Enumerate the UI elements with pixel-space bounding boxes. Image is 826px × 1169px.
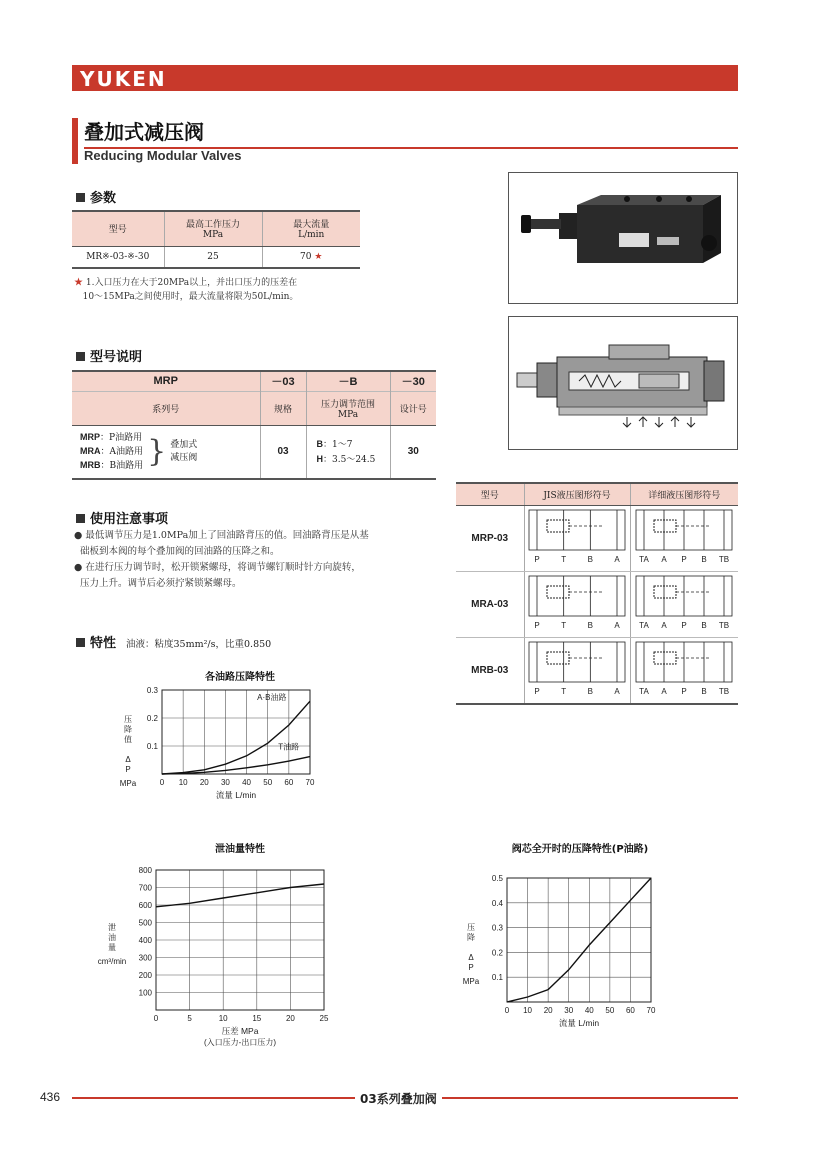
params-heading: 参数 bbox=[76, 187, 116, 206]
params-note: ★ 1.入口压力在大于20MPa以上，并出口压力的压差在 10～15MPa之间使用时，最大流量将限为50L/min。 bbox=[74, 278, 299, 302]
port-label: TA bbox=[639, 554, 650, 564]
port-label: A bbox=[614, 554, 620, 564]
chart3-title: 阀芯全开时的压降特性(P油路) bbox=[511, 844, 649, 855]
model-range: B：1～7 H：3.5～24.5 bbox=[306, 425, 390, 479]
port-label: P bbox=[681, 620, 687, 630]
detail-symbol bbox=[630, 571, 738, 637]
y-axis-label: 压降值 Δ P MPa bbox=[119, 715, 137, 788]
x-tick-label: 10 bbox=[218, 1014, 228, 1023]
valve-photo bbox=[508, 172, 738, 304]
port-label: B bbox=[587, 686, 594, 696]
x-tick-label: 15 bbox=[252, 1014, 262, 1023]
port-label: T bbox=[561, 686, 567, 696]
y-tick-label: 100 bbox=[138, 988, 152, 998]
params-header-pressure: 最高工作压力 MPa bbox=[164, 211, 262, 246]
title-accent bbox=[72, 118, 78, 164]
chart2-title: 泄油量特性 bbox=[215, 844, 265, 855]
model-code-size: －03 bbox=[260, 371, 306, 391]
x-tick-label: 60 bbox=[625, 1006, 635, 1015]
chart1-title: 各油路压降特性 bbox=[205, 672, 275, 683]
model-label-size: 规格 bbox=[260, 391, 306, 425]
y-tick-label: 500 bbox=[138, 918, 152, 928]
y-tick-label: 0.4 bbox=[491, 898, 503, 908]
hydraulic-symbol bbox=[527, 638, 627, 700]
port-label: A bbox=[614, 620, 620, 630]
y-tick-label: 300 bbox=[138, 953, 152, 963]
caution-item: ● 最低调节压力是1.0MPa加上了回油路背压的值。回油路背压是从基 础板到本阀的每个叠加阀的回油路的压降之和。 bbox=[74, 530, 369, 557]
model-size: 03 bbox=[260, 425, 306, 479]
params-cell-flow: 70 ★ bbox=[262, 246, 360, 268]
page-number: 436 bbox=[36, 1090, 64, 1104]
sym-header-detail: 详细液压图形符号 bbox=[630, 483, 738, 505]
port-label: B bbox=[701, 554, 707, 564]
x-tick-label: 20 bbox=[199, 778, 209, 787]
valve-box bbox=[654, 652, 676, 664]
y-tick-label: 0.3 bbox=[146, 686, 158, 695]
params-cell-pressure: 25 bbox=[164, 246, 262, 268]
x-tick-label: 40 bbox=[242, 778, 252, 787]
y-tick-label: 0.1 bbox=[491, 973, 503, 983]
x-axis-label: 流量 L/min bbox=[215, 790, 257, 800]
y-axis-label: 泄油量 cm³/min bbox=[97, 923, 127, 966]
params-cell-model: MR※-03-※-30 bbox=[72, 246, 164, 268]
valve-box bbox=[547, 586, 569, 598]
valve-cross-section bbox=[508, 316, 738, 450]
x-tick-label: 20 bbox=[543, 1006, 553, 1015]
model-code-range: －B bbox=[306, 371, 390, 391]
x-tick-label: 10 bbox=[178, 778, 188, 787]
x-tick-label: 70 bbox=[646, 1006, 656, 1015]
y-axis-label: 压降 Δ P MPa bbox=[462, 923, 480, 986]
chart-full-open bbox=[455, 866, 665, 1038]
hydraulic-symbol bbox=[634, 638, 734, 700]
x-axis-label-2: (入口压力-出口压力) bbox=[204, 1038, 276, 1047]
y-tick-label: 400 bbox=[138, 936, 152, 945]
port-label: T bbox=[561, 620, 567, 630]
port-label: P bbox=[681, 686, 687, 696]
series-line bbox=[162, 757, 310, 774]
jis-symbol bbox=[524, 637, 630, 704]
model-design: 30 bbox=[390, 425, 436, 479]
x-tick-label: 0 bbox=[153, 1014, 159, 1023]
port-label: B bbox=[701, 620, 707, 630]
x-tick-label: 25 bbox=[319, 1014, 329, 1023]
model-table bbox=[72, 370, 436, 480]
sym-row-model: MRB-03 bbox=[456, 637, 524, 704]
port-label: TA bbox=[639, 620, 650, 630]
x-tick-label: 5 bbox=[187, 1014, 192, 1023]
model-series-list: MRP：P油路用 MRA：A油路用 MRB：B油路用 } 叠加式 减压阀 bbox=[72, 425, 260, 479]
x-axis-label: 压差 MPa bbox=[221, 1026, 259, 1036]
series-label: A·B油路 bbox=[257, 692, 287, 702]
params-header-flow: 最大流量 L/min bbox=[262, 211, 360, 246]
x-tick-label: 60 bbox=[284, 778, 294, 787]
model-label-range: 压力调节范围 MPa bbox=[306, 391, 390, 425]
caution-list bbox=[74, 528, 444, 592]
y-tick-label: 200 bbox=[138, 971, 152, 980]
caution-item: ● 在进行压力调节时，松开锁紧螺母，将调节螺钉顺时针方向旋转， 压力上升。调节后必须拧紧锁紧螺母。 bbox=[74, 562, 361, 589]
port-label: TB bbox=[719, 620, 730, 630]
y-tick-label: 0.3 bbox=[491, 923, 503, 933]
sym-row-model: MRP-03 bbox=[456, 505, 524, 571]
symbol-frame bbox=[529, 510, 625, 550]
port-label: T bbox=[561, 554, 567, 564]
chart-pressure-drop bbox=[110, 682, 340, 807]
x-tick-label: 40 bbox=[584, 1006, 594, 1015]
valve-box bbox=[654, 586, 676, 598]
y-tick-label: 800 bbox=[138, 866, 152, 875]
port-label: P bbox=[534, 620, 540, 630]
detail-symbol bbox=[630, 505, 738, 571]
model-code-design: －30 bbox=[390, 371, 436, 391]
params-table bbox=[72, 210, 360, 269]
symbol-frame bbox=[529, 576, 625, 616]
y-tick-label: 700 bbox=[138, 883, 152, 893]
valve-box bbox=[547, 652, 569, 664]
brand-bar bbox=[72, 65, 738, 91]
model-code-series: MRP bbox=[72, 371, 260, 391]
sym-row-model: MRA-03 bbox=[456, 571, 524, 637]
series-label: T油路 bbox=[278, 742, 300, 752]
port-label: P bbox=[534, 686, 540, 696]
valve-box bbox=[654, 520, 676, 532]
y-tick-label: 0.1 bbox=[146, 742, 158, 751]
model-label-design: 设计号 bbox=[390, 391, 436, 425]
hydraulic-symbol bbox=[634, 572, 734, 634]
port-label: P bbox=[681, 554, 687, 564]
port-label: TB bbox=[719, 686, 730, 696]
chart-leakage bbox=[90, 858, 340, 1050]
y-tick-label: 0.2 bbox=[146, 714, 158, 723]
port-label: A bbox=[661, 686, 667, 696]
y-tick-label: 600 bbox=[138, 901, 152, 910]
port-label: TA bbox=[639, 686, 650, 696]
x-tick-label: 0 bbox=[504, 1006, 510, 1015]
sym-header-jis: JIS液压图形符号 bbox=[524, 483, 630, 505]
params-header-model: 型号 bbox=[72, 211, 164, 246]
port-label: A bbox=[614, 686, 620, 696]
symbols-table bbox=[456, 482, 738, 705]
footer-title: 03系列叠加阀 bbox=[355, 1090, 442, 1107]
symbol-frame bbox=[529, 642, 625, 682]
jis-symbol bbox=[524, 571, 630, 637]
page-title: 叠加式减压阀 bbox=[84, 120, 204, 144]
series-line bbox=[162, 701, 310, 774]
features-fluid: 油液：粘度35mm²/s，比重0.850 bbox=[126, 639, 272, 650]
port-label: P bbox=[534, 554, 540, 564]
port-label: A bbox=[661, 620, 667, 630]
caution-heading: 使用注意事项 bbox=[76, 508, 168, 527]
page-subtitle: Reducing Modular Valves bbox=[84, 148, 242, 163]
plot-frame bbox=[507, 878, 651, 1002]
x-tick-label: 0 bbox=[159, 778, 165, 787]
valve-box bbox=[547, 520, 569, 532]
detail-symbol bbox=[630, 637, 738, 704]
port-label: A bbox=[661, 554, 667, 564]
port-label: B bbox=[587, 554, 594, 564]
port-label: TB bbox=[719, 554, 730, 564]
port-label: B bbox=[701, 686, 707, 696]
model-label-series: 系列号 bbox=[72, 391, 260, 425]
jis-symbol bbox=[524, 505, 630, 571]
x-tick-label: 50 bbox=[605, 1006, 615, 1015]
sym-header-model: 型号 bbox=[456, 483, 524, 505]
x-tick-label: 20 bbox=[285, 1014, 295, 1023]
x-tick-label: 70 bbox=[305, 778, 315, 787]
brand-logo: YUKEN bbox=[80, 67, 167, 91]
y-tick-label: 0.2 bbox=[491, 948, 503, 958]
features-heading: 特性 油液：粘度35mm²/s，比重0.850 bbox=[76, 632, 271, 651]
x-axis-label: 流量 L/min bbox=[558, 1018, 600, 1028]
model-heading: 型号说明 bbox=[76, 346, 142, 365]
hydraulic-symbol bbox=[634, 506, 734, 568]
hydraulic-symbol bbox=[527, 572, 627, 634]
hydraulic-symbol bbox=[527, 506, 627, 568]
y-tick-label: 0.5 bbox=[491, 874, 503, 883]
x-tick-label: 30 bbox=[220, 778, 230, 787]
series-line bbox=[507, 878, 651, 1002]
port-label: B bbox=[587, 620, 594, 630]
x-tick-label: 30 bbox=[564, 1006, 574, 1015]
x-tick-label: 50 bbox=[263, 778, 273, 787]
x-tick-label: 10 bbox=[523, 1006, 533, 1015]
